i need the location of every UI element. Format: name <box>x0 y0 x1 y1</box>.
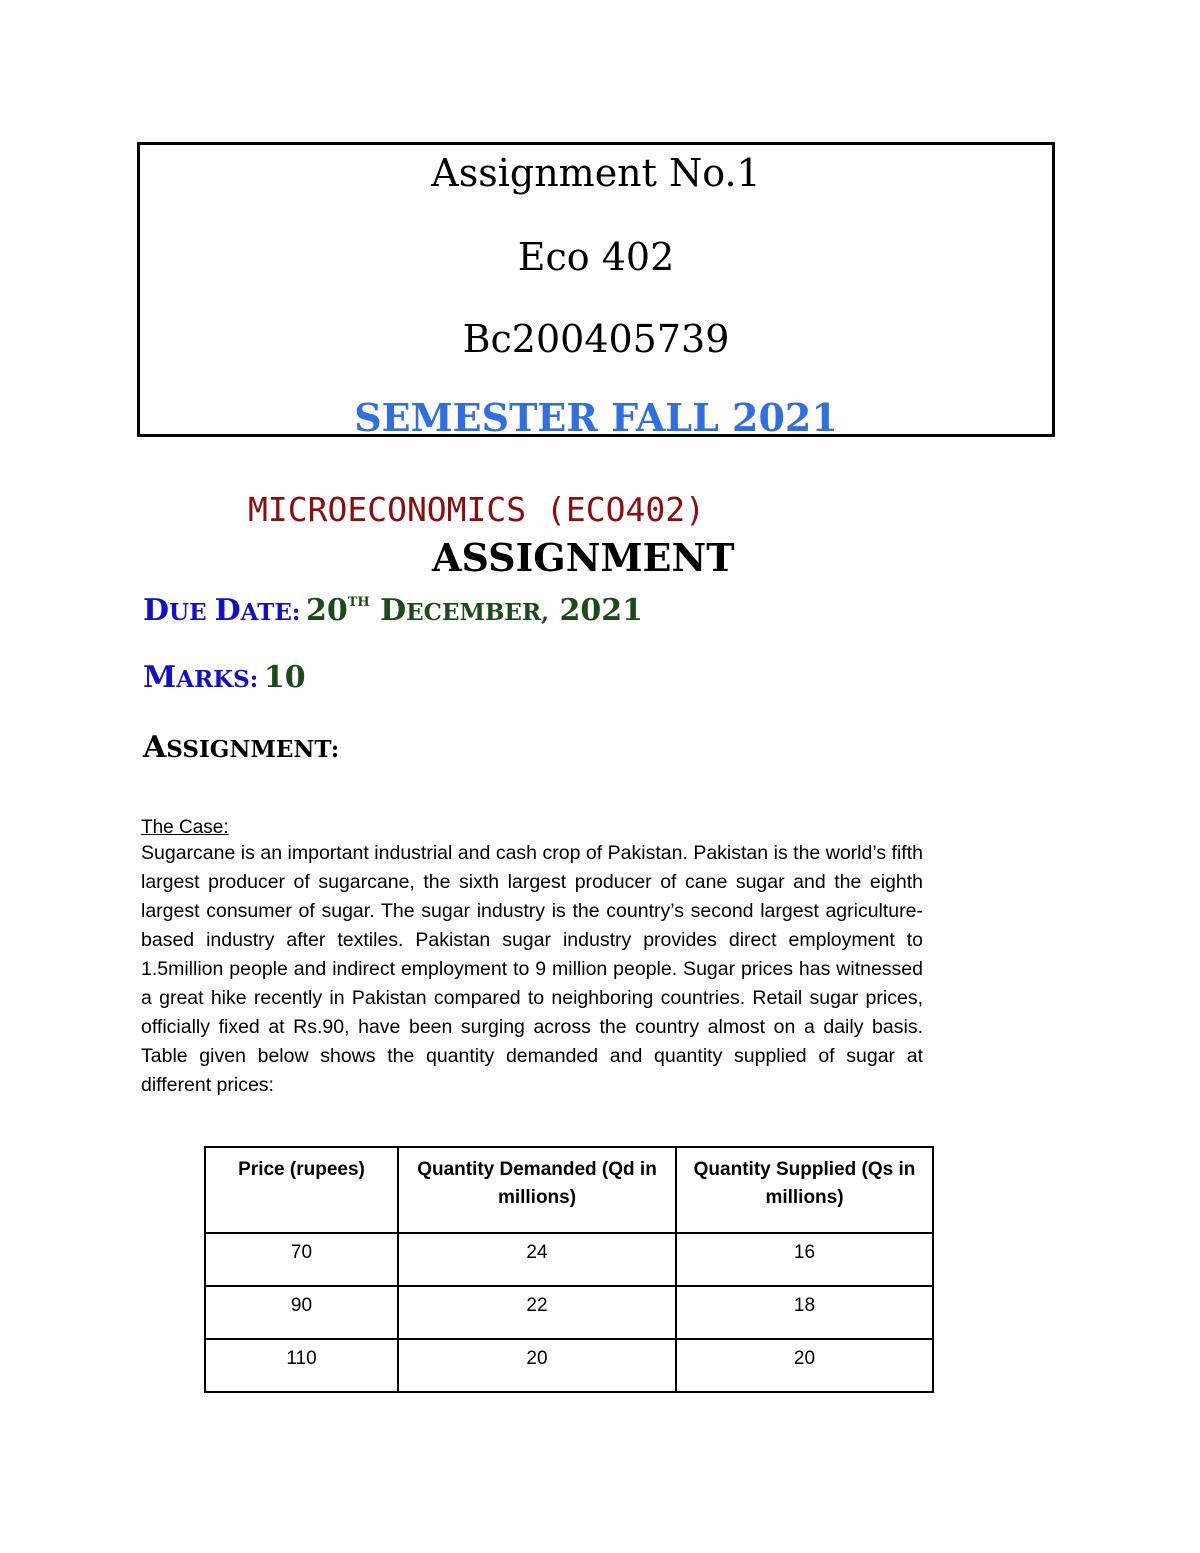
cell-price: 70 <box>205 1233 398 1286</box>
assignment-heading: ASSIGNMENT <box>432 535 735 580</box>
title-box <box>137 142 1055 440</box>
semester: SEMESTER FALL 2021 <box>354 395 838 440</box>
cell-quantity-supplied: 20 <box>676 1339 933 1392</box>
course-code: Eco 402 <box>517 235 675 279</box>
due-date-value: 20TH DECEMBER, 2021 <box>305 593 644 628</box>
table-row <box>205 1233 933 1286</box>
due-date-label: DUE DATE: <box>143 593 301 628</box>
header-quantity-supplied: Quantity Supplied (Qs in millions) <box>676 1147 933 1233</box>
due-date <box>143 593 643 628</box>
header-quantity-demanded: Quantity Demanded (Qd in millions) <box>398 1147 676 1233</box>
assignment-subheading: ASSIGNMENT: <box>143 730 340 765</box>
header-price: Price (rupees) <box>205 1147 398 1233</box>
cell-quantity-supplied: 16 <box>676 1233 933 1286</box>
student-id: Bc200405739 <box>462 317 730 361</box>
course-title: MICROECONOMICS (ECO402) <box>248 490 705 529</box>
cell-price: 110 <box>205 1339 398 1392</box>
table-header-row <box>205 1147 933 1233</box>
table-row <box>205 1286 933 1339</box>
table-row <box>205 1339 933 1392</box>
assignment-number: Assignment No.1 <box>431 151 761 195</box>
marks-value: 10 <box>263 660 306 695</box>
price-quantity-table <box>204 1146 934 1393</box>
cell-quantity-supplied: 18 <box>676 1286 933 1339</box>
cell-quantity-demanded: 22 <box>398 1286 676 1339</box>
cell-quantity-demanded: 24 <box>398 1233 676 1286</box>
marks <box>143 660 306 695</box>
cell-quantity-demanded: 20 <box>398 1339 676 1392</box>
cell-price: 90 <box>205 1286 398 1339</box>
marks-label: MARKS: <box>143 660 259 695</box>
case-paragraph: Sugarcane is an important industrial and cash crop of Pakistan. Pakistan is the world’s fifth largest producer of sugarcane, the sixth largest producer of cane sugar and the eighth largest consumer of sugar. The sugar industry is the country’s second largest agriculture-based industry after textiles. Pakistan sugar industry provides direct employment to 1.5million people and indirect employment to 9 million people. Sugar prices has witnessed a great hike recently in Pakistan compared to neighboring countries. Retail sugar prices, officially fixed at Rs.90, have been surging across the country almost on a daily basis. Table given below shows the quantity demanded and quantity supplied of sugar at different prices: <box>141 842 923 1096</box>
case-heading: The Case: <box>141 817 229 838</box>
